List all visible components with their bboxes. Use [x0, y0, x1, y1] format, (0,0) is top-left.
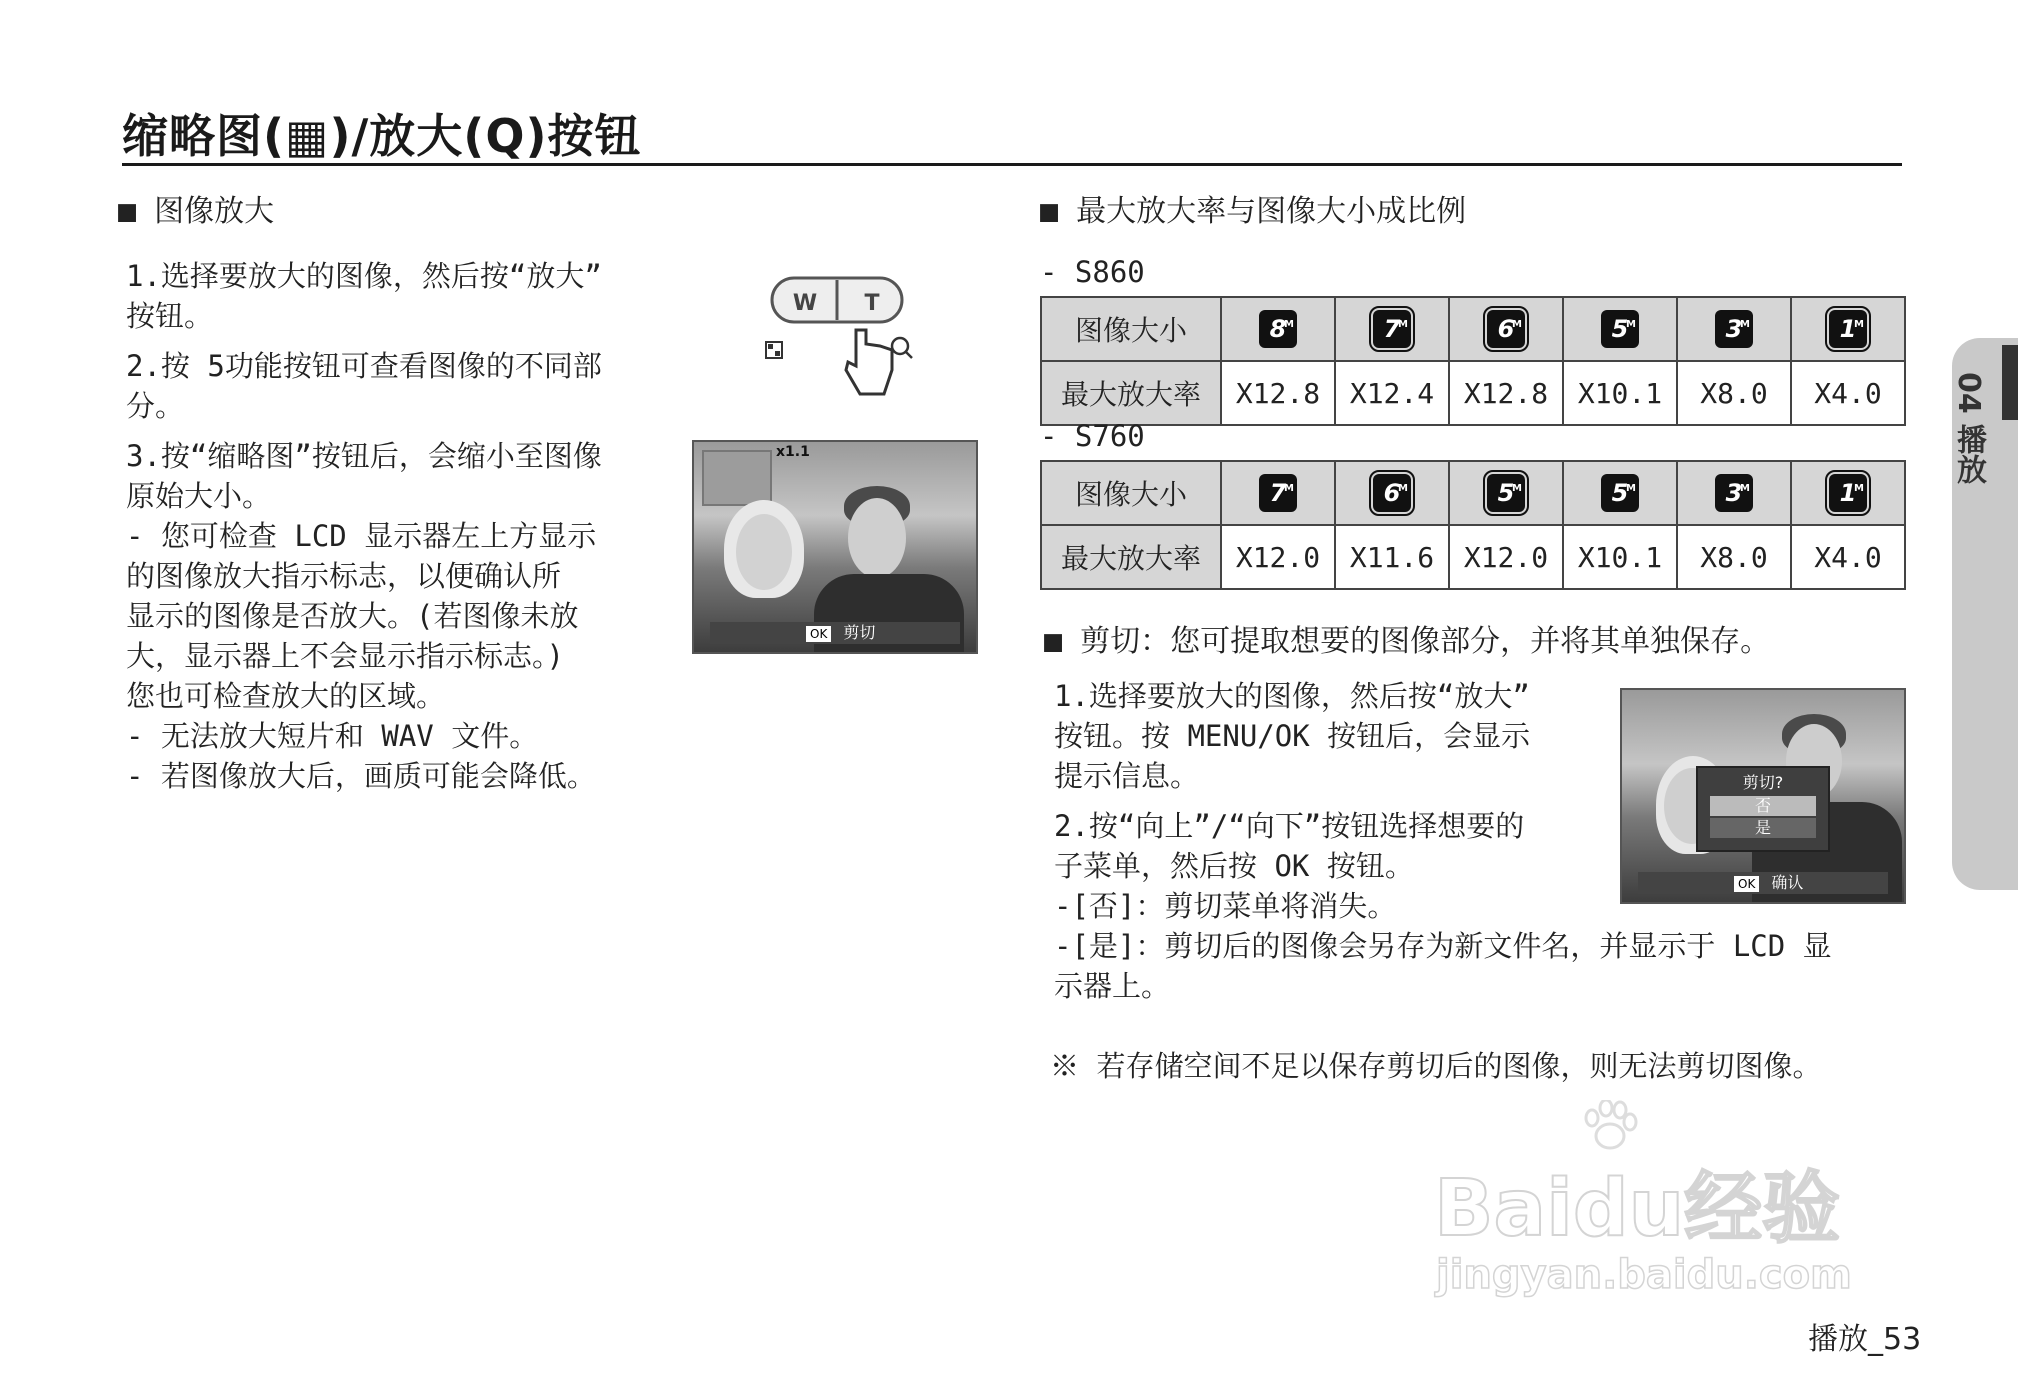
instruction-line: 子菜单，然后按 OK 按钮。 — [1054, 849, 1414, 883]
table-cell: X10.1 — [1563, 361, 1677, 425]
instruction-line: 的图像放大指示标志，以便确认所 — [126, 559, 562, 593]
page-title: 缩略图(▦)/放大(Q)按钮 — [122, 109, 642, 163]
crop-dialog — [1696, 766, 1830, 852]
size-7m-icon: 7 M — [1373, 310, 1411, 348]
table-cell: 最大放大率 — [1041, 361, 1221, 425]
table-row — [1041, 525, 1905, 589]
size-6m-icon: 6 M — [1373, 474, 1411, 512]
table-cell: X12.0 — [1221, 525, 1335, 589]
table-cell: X4.0 — [1791, 525, 1905, 589]
ok-badge: OK — [806, 626, 831, 642]
watermark-url: jingyan.baidu.com — [1436, 1252, 1852, 1298]
size-1m-icon: 1 M — [1829, 474, 1867, 512]
size-7m-icon: 7 M — [1259, 474, 1297, 512]
table-row — [1041, 361, 1905, 425]
instruction-line: - 无法放大短片和 WAV 文件。 — [126, 719, 539, 753]
table-cell: X11.6 — [1335, 525, 1449, 589]
instruction-line: 2.按“向上”/“向下”按钮选择想要的 — [1054, 809, 1525, 843]
confirm-bar — [1638, 872, 1888, 894]
title-rule — [122, 163, 1902, 166]
section-heading-crop: ■ 剪切：您可提取想要的图像部分，并将其单独保存。 — [1044, 624, 1771, 659]
instruction-line: - 若图像放大后，画质可能会降低。 — [126, 759, 596, 793]
instruction-line: 示器上。 — [1054, 969, 1171, 1003]
section-heading-ratio: ■ 最大放大率与图像大小成比例 — [1040, 194, 1467, 229]
table-cell: X12.0 — [1449, 525, 1563, 589]
size-8m-icon: 8 M — [1259, 310, 1297, 348]
size-1m-icon: 1 M — [1829, 310, 1867, 348]
zoom-button-illustration — [760, 270, 920, 400]
paw-icon — [1580, 1100, 1640, 1150]
instruction-line: 显示的图像是否放大。(若图像未放 — [126, 599, 579, 633]
table-cell: X8.0 — [1677, 361, 1791, 425]
instruction-line: 1.选择要放大的图像，然后按“放大” — [126, 259, 602, 293]
model-label-s860: - S860 — [1040, 255, 1145, 289]
zoom-level-label: x1.1 — [776, 444, 810, 460]
size-5m-frame-icon: 5 M — [1487, 474, 1525, 512]
instruction-line: -[是]：剪切后的图像会另存为新文件名，并显示于 LCD 显 — [1054, 929, 1832, 963]
instruction-line: 提示信息。 — [1054, 759, 1200, 793]
crop-bar — [710, 622, 960, 644]
w-button-label: W — [792, 291, 818, 316]
zoom-indicator-box — [702, 450, 772, 506]
instruction-line: 您也可检查放大的区域。 — [126, 679, 446, 713]
table-cell: 最大放大率 — [1041, 525, 1221, 589]
size-3m-icon: 3 M — [1715, 310, 1753, 348]
instruction-line: 1.选择要放大的图像，然后按“放大” — [1054, 679, 1530, 713]
confirm-bar-label: 确认 — [1771, 873, 1804, 892]
groom-face — [848, 498, 906, 578]
instruction-line: 按钮。按 MENU/OK 按钮后，会显示 — [1054, 719, 1531, 753]
instruction-line: 大，显示器上不会显示指示标志。) — [126, 639, 564, 673]
magnification-table-s860 — [1040, 296, 1906, 426]
table-cell: X12.8 — [1221, 361, 1335, 425]
chapter-marker — [2002, 345, 2018, 420]
instruction-line: 原始大小。 — [126, 479, 272, 513]
watermark-logo: Baidu经验 — [1434, 1164, 1841, 1254]
size-6m-icon: 6 M — [1487, 310, 1525, 348]
size-5m-icon: 5 M — [1601, 310, 1639, 348]
table-row — [1041, 297, 1905, 361]
table-cell: X8.0 — [1677, 525, 1791, 589]
instruction-line: 按钮。 — [126, 299, 214, 333]
page-footer: 播放_53 — [1808, 1322, 1922, 1357]
size-3m-icon: 3 M — [1715, 474, 1753, 512]
magnifier-icon — [892, 338, 912, 358]
section-heading-zoom: ■ 图像放大 — [118, 194, 275, 229]
crop-bar-label: 剪切 — [843, 623, 876, 642]
dialog-option-no[interactable]: 否 — [1710, 796, 1816, 816]
instruction-line: 分。 — [126, 389, 185, 423]
table-cell: 图像大小 — [1041, 297, 1221, 361]
dialog-title: 剪切? — [1742, 773, 1784, 792]
thumbnail-icon — [766, 342, 782, 358]
ok-badge: OK — [1734, 876, 1759, 892]
table-cell: X4.0 — [1791, 361, 1905, 425]
bride-face — [736, 514, 792, 590]
storage-note: ※ 若存储空间不足以保存剪切后的图像，则无法剪切图像。 — [1050, 1049, 1822, 1083]
magnification-table-s760 — [1040, 460, 1906, 590]
instruction-line: -[否]：剪切菜单将消失。 — [1054, 889, 1397, 923]
size-5m-icon: 5 M — [1601, 474, 1639, 512]
table-cell: 图像大小 — [1041, 461, 1221, 525]
zoomed-photo — [692, 440, 978, 654]
instruction-line: - 您可检查 LCD 显示器左上方显示 — [126, 519, 597, 553]
zoom-instructions — [126, 256, 602, 796]
model-label-s760: - S760 — [1040, 419, 1145, 453]
hand-pointer-icon — [846, 330, 892, 394]
table-cell: X12.8 — [1449, 361, 1563, 425]
instruction-line: 2.按 5功能按钮可查看图像的不同部 — [126, 349, 602, 383]
crop-dialog-photo — [1620, 688, 1906, 904]
dialog-option-yes[interactable]: 是 — [1710, 818, 1816, 838]
table-cell: X10.1 — [1563, 525, 1677, 589]
instruction-line: 3.按“缩略图”按钮后，会缩小至图像 — [126, 439, 602, 473]
table-row — [1041, 461, 1905, 525]
baidu-watermark — [1430, 1100, 1910, 1300]
t-button-label: T — [864, 291, 880, 316]
table-cell: X12.4 — [1335, 361, 1449, 425]
chapter-label: 04 播放 — [1951, 372, 1986, 485]
